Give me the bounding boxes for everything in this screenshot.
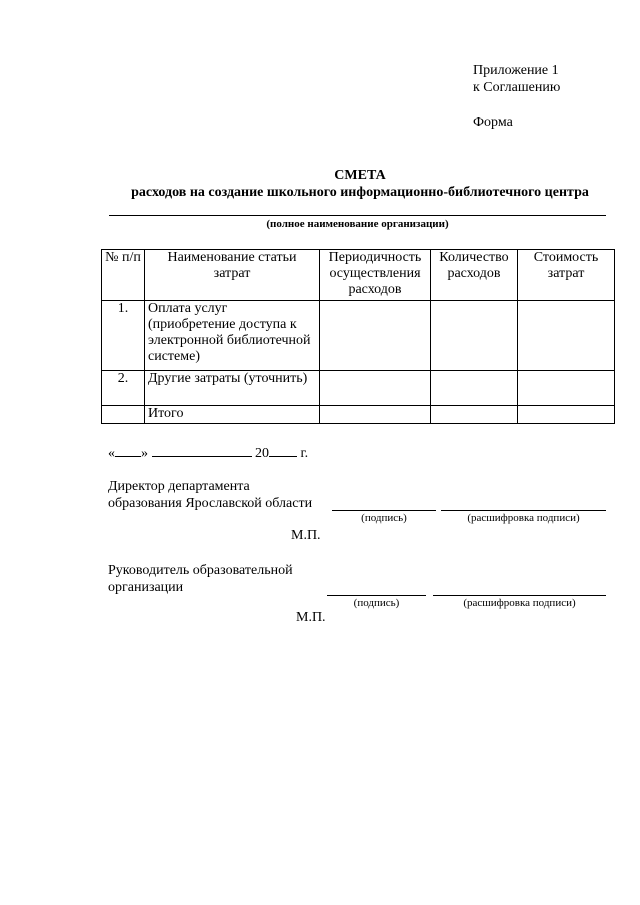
date-close-quote: » (141, 446, 148, 461)
row-cost (518, 301, 615, 371)
header-name: Наименование статьи затрат (145, 250, 320, 301)
date-day-blank (115, 444, 141, 457)
signature-decode-caption: (расшифровка подписи) (463, 597, 576, 609)
stamp-place: М.П. (296, 610, 326, 625)
estimate-table (101, 249, 615, 424)
signature-caption: (подпись) (353, 597, 400, 609)
signature-block-director (108, 478, 312, 512)
appendix-line-1: Приложение 1 (473, 63, 559, 78)
row-name: Другие затраты (уточнить) (145, 371, 320, 406)
signature-block-head (108, 562, 293, 596)
appendix-reference (473, 62, 560, 96)
row-cost (518, 406, 615, 424)
document-title (100, 167, 620, 201)
table-header-row (102, 250, 615, 301)
signature-line (332, 510, 436, 511)
signature-decode-line (441, 510, 606, 511)
row-quantity (431, 371, 518, 406)
header-periodicity: Периодичность осуществления расходов (320, 250, 431, 301)
signature-decode-line (433, 595, 606, 596)
row-num: 2. (102, 371, 145, 406)
date-year-prefix: 20 (255, 446, 269, 461)
signer-title-line-2: организации (108, 580, 184, 595)
table-row (102, 301, 615, 371)
row-cost (518, 371, 615, 406)
header-cost: Стоимость затрат (518, 250, 615, 301)
signer-title-line-1: Руководитель образовательной (108, 563, 293, 578)
title-line-2: расходов на создание школьного информационно-библиотечного центра (131, 185, 589, 200)
organization-name-line (109, 215, 606, 216)
header-num: № п/п (102, 250, 145, 301)
appendix-line-2: к Соглашению (473, 80, 561, 95)
row-num (102, 406, 145, 424)
table-row-total (102, 406, 615, 424)
title-line-1: СМЕТА (334, 168, 386, 183)
table-row (102, 371, 615, 406)
row-quantity (431, 406, 518, 424)
row-periodicity (320, 406, 431, 424)
organization-name-caption: (полное наименование организации) (266, 218, 449, 230)
signature-decode-caption: (расшифровка подписи) (467, 512, 580, 524)
signature-caption: (подпись) (361, 512, 407, 524)
date-year-blank (269, 444, 297, 457)
signer-title-line-2: образования Ярославской области (108, 496, 313, 511)
row-quantity (431, 301, 518, 371)
date-month-blank (152, 444, 252, 457)
form-label: Форма (473, 115, 513, 130)
row-periodicity (320, 301, 431, 371)
header-quantity: Количество расходов (431, 250, 518, 301)
stamp-place: М.П. (291, 528, 321, 543)
date-year-suffix: г. (300, 446, 309, 461)
row-num: 1. (102, 301, 145, 371)
signer-title-line-1: Директор департамента (108, 479, 250, 494)
date-line (108, 444, 308, 462)
row-periodicity (320, 371, 431, 406)
signature-line (327, 595, 426, 596)
date-open-quote: « (108, 446, 115, 461)
row-name: Оплата услуг (приобретение доступа к электронной библиотечной системе) (145, 301, 320, 371)
row-name: Итого (145, 406, 320, 424)
